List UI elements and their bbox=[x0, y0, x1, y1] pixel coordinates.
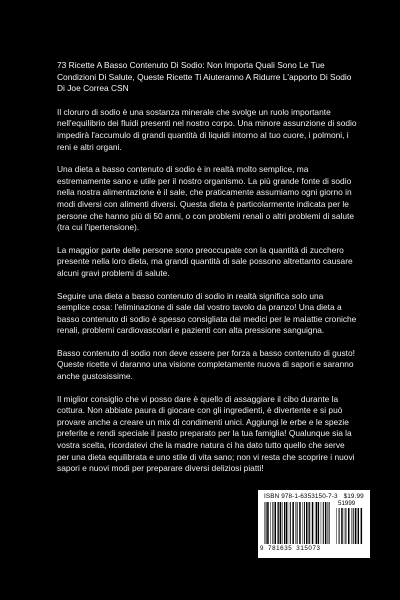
back-cover-text bbox=[57, 60, 357, 486]
barcode-digit-prefix: 9 bbox=[260, 545, 265, 552]
paragraph-2: Una dieta a basso contenuto di sodio è in realtà molto semplice, ma estremamente sano e utile per il nostro organismo. La più grande fonte di sodio nella nostra alimentazione è il sale, che praticamente assumiamo ogni giorno in modi diversi con alimenti diversi. Questa dieta è particolarmente indicata per le persone che hanno più di 50 anni, o con problemi renali o altri problemi di salute (tra cui l'ipertensione). bbox=[57, 164, 355, 233]
paragraph-6: Il miglior consiglio che vi posso dare è quello di assaggiare il cibo durante la cottura. Non abbiate paura di giocare con gli ingredienti, è divertente e si può provare anche a creare un mix di condimenti unici. Aggiungi le erbe e le spezie preferite e rendi speciale il pasto preparato per la tua famiglia! Qualunque sia la vostra scelta, ricordatevi che la madre natura ci ha dato tutto quello che serve per una dieta equilibrata e uno stile di vita sano; non vi resta che scoprire i nuovi sapori e nuovi modi per preparare diversi deliziosi piatti! bbox=[57, 393, 355, 474]
book-title-line: 73 Ricette A Basso Contenuto Di Sodio: Non Importa Quali Sono Le Tue Condizioni Di Salute, Queste Ricette Ti Aiuteranno A Ridurre L'apporto Di Sodio Di Joe Correa CSN bbox=[57, 60, 352, 94]
barcode-bars-icon bbox=[264, 502, 330, 544]
isbn-label: ISBN 978-1-6353150-7-3 bbox=[264, 493, 338, 500]
barcode-digits-left: 781635 bbox=[268, 545, 293, 552]
paragraph-5: Basso contenuto di sodio non deve essere per forza a basso contenuto di gusto! Queste ricette vi daranno una visione completamente nuova di sapori e saranno anche gustosissime. bbox=[57, 347, 355, 382]
price-label: $19.99 bbox=[343, 493, 364, 500]
isbn-barcode bbox=[258, 490, 370, 558]
barcode-digits-right: 315073 bbox=[296, 545, 321, 552]
addon-code: 51999 bbox=[338, 500, 356, 507]
barcode-digits bbox=[260, 545, 325, 552]
paragraph-1: Il cloruro di sodio è una sostanza minerale che svolge un ruolo importante nell'equilibrio dei fluidi presenti nel nostro corpo. Una minore assunzione di sodio impedirà l'accumulo di grandi quantità di liquidi intorno al tuo cuore, i polmoni, i reni e altri organi. bbox=[57, 106, 357, 152]
paragraph-4: Seguire una dieta a basso contenuto di sodio in realtà significa solo una semplice cosa: l'eliminazione di sale dal vostro tavolo da pranzo! Una dieta a basso contenuto di sodio è spesso consigliata dai medici per le malattie croniche renali, problemi cardiovascolari e pazienti con alta pressione sanguigna. bbox=[57, 290, 357, 336]
paragraph-3: La maggior parte delle persone sono preoccupate con la quantità di zucchero presente nella loro dieta, ma grandi quantità di sale possono altrettanto causare alcuni gravi problemi di salute. bbox=[57, 244, 353, 278]
addon-barcode-bars-icon bbox=[336, 508, 364, 544]
isbn-line bbox=[264, 493, 364, 500]
